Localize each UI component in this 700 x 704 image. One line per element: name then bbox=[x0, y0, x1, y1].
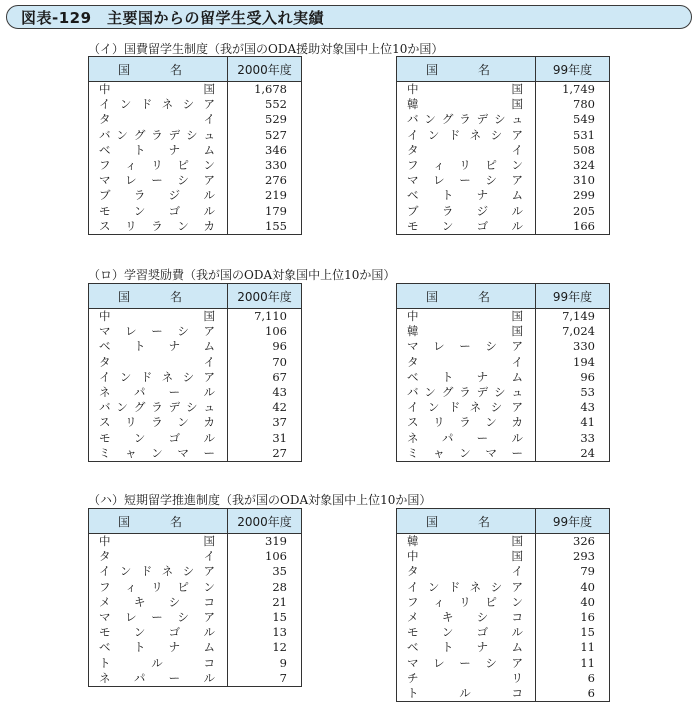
table-row bbox=[89, 671, 302, 687]
country-name: フ ィ リ ピ ン bbox=[99, 579, 215, 594]
country-name: ベ ト ナ ム bbox=[407, 369, 523, 384]
country-name: 中 国 bbox=[99, 309, 215, 324]
country-name: ト ル コ bbox=[99, 655, 215, 670]
student-count: 70 bbox=[228, 355, 302, 370]
student-count: 33 bbox=[536, 431, 610, 446]
table-row bbox=[89, 173, 302, 188]
table-row bbox=[89, 219, 302, 235]
student-count: 205 bbox=[536, 204, 610, 219]
student-count: 1,678 bbox=[228, 82, 302, 98]
student-count: 106 bbox=[228, 549, 302, 564]
student-count: 79 bbox=[536, 564, 610, 579]
student-count: 13 bbox=[228, 625, 302, 640]
country-name: メ キ シ コ bbox=[99, 594, 215, 609]
figure-header bbox=[6, 5, 692, 29]
table-row bbox=[89, 400, 302, 415]
table-row bbox=[89, 370, 302, 385]
country-name: タ イ bbox=[407, 564, 523, 579]
table-row bbox=[397, 625, 610, 640]
student-count: 27 bbox=[228, 446, 302, 462]
table-right bbox=[396, 508, 610, 702]
table-row bbox=[89, 82, 302, 98]
table-row bbox=[397, 640, 610, 655]
country-name: ネ パ ー ル bbox=[407, 430, 523, 445]
country-name: タ イ bbox=[99, 354, 215, 369]
country-name: バ ン グ ラ デ シ ュ bbox=[407, 385, 523, 400]
student-count: 67 bbox=[228, 370, 302, 385]
country-name: イ ン ド ネ シ ア bbox=[407, 579, 523, 594]
student-count: 330 bbox=[228, 158, 302, 173]
student-count: 529 bbox=[228, 112, 302, 127]
table-row bbox=[397, 173, 610, 188]
table-row bbox=[89, 143, 302, 158]
section-title: （ハ）短期留学推進制度（我が国のODA対象国中上位10か国） bbox=[88, 493, 432, 507]
student-count: 293 bbox=[536, 549, 610, 564]
table-row bbox=[89, 640, 302, 655]
column-header-country: 国 名 bbox=[89, 57, 228, 82]
table-row bbox=[397, 128, 610, 143]
country-name: ベ ト ナ ム bbox=[99, 640, 215, 655]
table-row bbox=[89, 385, 302, 400]
country-name: ミ ャ ン マ ー bbox=[407, 445, 523, 460]
country-name: タ イ bbox=[99, 549, 215, 564]
student-count: 21 bbox=[228, 595, 302, 610]
country-name: ベ ト ナ ム bbox=[407, 640, 523, 655]
student-count: 96 bbox=[228, 339, 302, 354]
student-count: 527 bbox=[228, 128, 302, 143]
table-row bbox=[397, 355, 610, 370]
country-name: マ レ ー シ ア bbox=[407, 655, 523, 670]
figure-title: 図表-129 主要国からの留学生受入れ実績 bbox=[21, 8, 325, 27]
student-count: 16 bbox=[536, 610, 610, 625]
column-header-country: 国 名 bbox=[89, 284, 228, 309]
table-row bbox=[397, 385, 610, 400]
table-left bbox=[88, 508, 302, 687]
table-row bbox=[397, 549, 610, 564]
student-count: 15 bbox=[536, 625, 610, 640]
table-row bbox=[397, 97, 610, 112]
table-row bbox=[89, 309, 302, 325]
table-left bbox=[88, 283, 302, 462]
student-count: 43 bbox=[536, 400, 610, 415]
student-count: 43 bbox=[228, 385, 302, 400]
section-title: （ロ）学習奨励費（我が国のODA対象国中上位10か国） bbox=[88, 268, 396, 282]
table-row bbox=[89, 112, 302, 127]
table-left bbox=[88, 56, 302, 235]
country-name: ス リ ラ ン カ bbox=[99, 218, 215, 233]
student-count: 6 bbox=[536, 671, 610, 686]
table-row bbox=[397, 204, 610, 219]
student-count: 508 bbox=[536, 143, 610, 158]
student-count: 96 bbox=[536, 370, 610, 385]
student-count: 11 bbox=[536, 656, 610, 671]
country-name: 中 国 bbox=[407, 309, 523, 324]
student-count: 37 bbox=[228, 415, 302, 430]
table-row bbox=[89, 610, 302, 625]
table-row bbox=[397, 656, 610, 671]
table-row bbox=[397, 158, 610, 173]
table-row bbox=[89, 534, 302, 550]
country-name: 韓 国 bbox=[407, 324, 523, 339]
table-row bbox=[89, 415, 302, 430]
table-row bbox=[89, 324, 302, 339]
student-count: 531 bbox=[536, 128, 610, 143]
country-name: ス リ ラ ン カ bbox=[99, 415, 215, 430]
student-count: 7,110 bbox=[228, 309, 302, 325]
table-row bbox=[397, 671, 610, 686]
country-name: バ ン グ ラ デ シ ュ bbox=[99, 400, 215, 415]
country-name: マ レ ー シ ア bbox=[407, 173, 523, 188]
country-name: ミ ャ ン マ ー bbox=[99, 445, 215, 460]
country-name: マ レ ー シ ア bbox=[407, 339, 523, 354]
student-count: 549 bbox=[536, 112, 610, 127]
country-name: イ ン ド ネ シ ア bbox=[407, 127, 523, 142]
country-name: タ イ bbox=[407, 142, 523, 157]
country-name: モ ン ゴ ル bbox=[407, 218, 523, 233]
student-count: 7 bbox=[228, 671, 302, 687]
table-row bbox=[397, 564, 610, 579]
table-row bbox=[397, 595, 610, 610]
country-name: 韓 国 bbox=[407, 97, 523, 112]
table-row bbox=[397, 686, 610, 702]
table-row bbox=[397, 188, 610, 203]
table-row bbox=[89, 580, 302, 595]
column-header-year: 2000年度 bbox=[228, 57, 302, 82]
student-count: 552 bbox=[228, 97, 302, 112]
country-name: バ ン グ ラ デ シ ュ bbox=[99, 127, 215, 142]
table-row bbox=[89, 158, 302, 173]
country-name: マ レ ー シ ア bbox=[99, 610, 215, 625]
country-name: イ ン ド ネ シ ア bbox=[99, 564, 215, 579]
student-count: 106 bbox=[228, 324, 302, 339]
country-name: イ ン ド ネ シ ア bbox=[407, 400, 523, 415]
country-name: ブ ラ ジ ル bbox=[407, 203, 523, 218]
table-row bbox=[89, 128, 302, 143]
table-row bbox=[397, 143, 610, 158]
student-count: 155 bbox=[228, 219, 302, 235]
country-name: 中 国 bbox=[99, 534, 215, 549]
country-name: メ キ シ コ bbox=[407, 610, 523, 625]
country-name: タ イ bbox=[99, 112, 215, 127]
student-count: 9 bbox=[228, 656, 302, 671]
student-count: 7,024 bbox=[536, 324, 610, 339]
country-name: モ ン ゴ ル bbox=[99, 430, 215, 445]
table-row bbox=[89, 625, 302, 640]
table-row bbox=[397, 446, 610, 462]
student-count: 53 bbox=[536, 385, 610, 400]
table-row bbox=[397, 534, 610, 550]
student-count: 42 bbox=[228, 400, 302, 415]
table-row bbox=[397, 610, 610, 625]
student-count: 7,149 bbox=[536, 309, 610, 325]
column-header-country: 国 名 bbox=[89, 509, 228, 534]
table-row bbox=[397, 415, 610, 430]
table-row bbox=[89, 339, 302, 354]
table-row bbox=[397, 112, 610, 127]
student-count: 194 bbox=[536, 355, 610, 370]
student-count: 6 bbox=[536, 686, 610, 702]
student-count: 319 bbox=[228, 534, 302, 550]
student-count: 15 bbox=[228, 610, 302, 625]
student-count: 179 bbox=[228, 204, 302, 219]
table-row bbox=[397, 324, 610, 339]
column-header-country: 国 名 bbox=[397, 57, 536, 82]
table-row bbox=[397, 580, 610, 595]
column-header-year: 2000年度 bbox=[228, 284, 302, 309]
table-row bbox=[89, 595, 302, 610]
country-name: モ ン ゴ ル bbox=[99, 203, 215, 218]
table-row bbox=[89, 564, 302, 579]
country-name: 中 国 bbox=[407, 82, 523, 97]
country-name: ベ ト ナ ム bbox=[99, 142, 215, 157]
student-count: 24 bbox=[536, 446, 610, 462]
table-row bbox=[89, 431, 302, 446]
student-count: 41 bbox=[536, 415, 610, 430]
table-row bbox=[397, 309, 610, 325]
table-row bbox=[89, 204, 302, 219]
table-row bbox=[89, 446, 302, 462]
student-count: 326 bbox=[536, 534, 610, 550]
country-name: 中 国 bbox=[407, 549, 523, 564]
student-count: 346 bbox=[228, 143, 302, 158]
country-name: ネ パ ー ル bbox=[99, 385, 215, 400]
table-row bbox=[89, 549, 302, 564]
section-title: （イ）国費留学生制度（我が国のODA援助対象国中上位10か国） bbox=[88, 42, 444, 56]
country-name: ト ル コ bbox=[407, 685, 523, 700]
country-name: ス リ ラ ン カ bbox=[407, 415, 523, 430]
table-row bbox=[397, 339, 610, 354]
table-row bbox=[397, 219, 610, 235]
table-row bbox=[89, 97, 302, 112]
table-row bbox=[397, 82, 610, 98]
column-header-country: 国 名 bbox=[397, 284, 536, 309]
student-count: 31 bbox=[228, 431, 302, 446]
column-header-year: 99年度 bbox=[536, 57, 610, 82]
country-name: タ イ bbox=[407, 354, 523, 369]
student-count: 166 bbox=[536, 219, 610, 235]
student-count: 276 bbox=[228, 173, 302, 188]
country-name: イ ン ド ネ シ ア bbox=[99, 369, 215, 384]
country-name: フ ィ リ ピ ン bbox=[407, 594, 523, 609]
student-count: 780 bbox=[536, 97, 610, 112]
column-header-year: 99年度 bbox=[536, 284, 610, 309]
table-row bbox=[397, 431, 610, 446]
student-count: 11 bbox=[536, 640, 610, 655]
country-name: モ ン ゴ ル bbox=[99, 625, 215, 640]
table-row bbox=[397, 400, 610, 415]
table-row bbox=[397, 370, 610, 385]
student-count: 40 bbox=[536, 595, 610, 610]
country-name: フ ィ リ ピ ン bbox=[99, 158, 215, 173]
table-right bbox=[396, 283, 610, 462]
table-row bbox=[89, 355, 302, 370]
country-name: ブ ラ ジ ル bbox=[99, 188, 215, 203]
column-header-year: 2000年度 bbox=[228, 509, 302, 534]
country-name: ネ パ ー ル bbox=[99, 670, 215, 685]
country-name: 韓 国 bbox=[407, 534, 523, 549]
student-count: 12 bbox=[228, 640, 302, 655]
student-count: 324 bbox=[536, 158, 610, 173]
country-name: マ レ ー シ ア bbox=[99, 324, 215, 339]
country-name: ベ ト ナ ム bbox=[407, 188, 523, 203]
student-count: 330 bbox=[536, 339, 610, 354]
country-name: フ ィ リ ピ ン bbox=[407, 158, 523, 173]
column-header-year: 99年度 bbox=[536, 509, 610, 534]
student-count: 219 bbox=[228, 188, 302, 203]
country-name: イ ン ド ネ シ ア bbox=[99, 97, 215, 112]
country-name: ベ ト ナ ム bbox=[99, 339, 215, 354]
column-header-country: 国 名 bbox=[397, 509, 536, 534]
student-count: 310 bbox=[536, 173, 610, 188]
country-name: チ リ bbox=[407, 670, 523, 685]
student-count: 299 bbox=[536, 188, 610, 203]
country-name: マ レ ー シ ア bbox=[99, 173, 215, 188]
student-count: 1,749 bbox=[536, 82, 610, 98]
country-name: バ ン グ ラ デ シ ュ bbox=[407, 112, 523, 127]
student-count: 40 bbox=[536, 580, 610, 595]
table-right bbox=[396, 56, 610, 235]
country-name: モ ン ゴ ル bbox=[407, 625, 523, 640]
country-name: 中 国 bbox=[99, 82, 215, 97]
table-row bbox=[89, 656, 302, 671]
table-row bbox=[89, 188, 302, 203]
student-count: 35 bbox=[228, 564, 302, 579]
student-count: 28 bbox=[228, 580, 302, 595]
